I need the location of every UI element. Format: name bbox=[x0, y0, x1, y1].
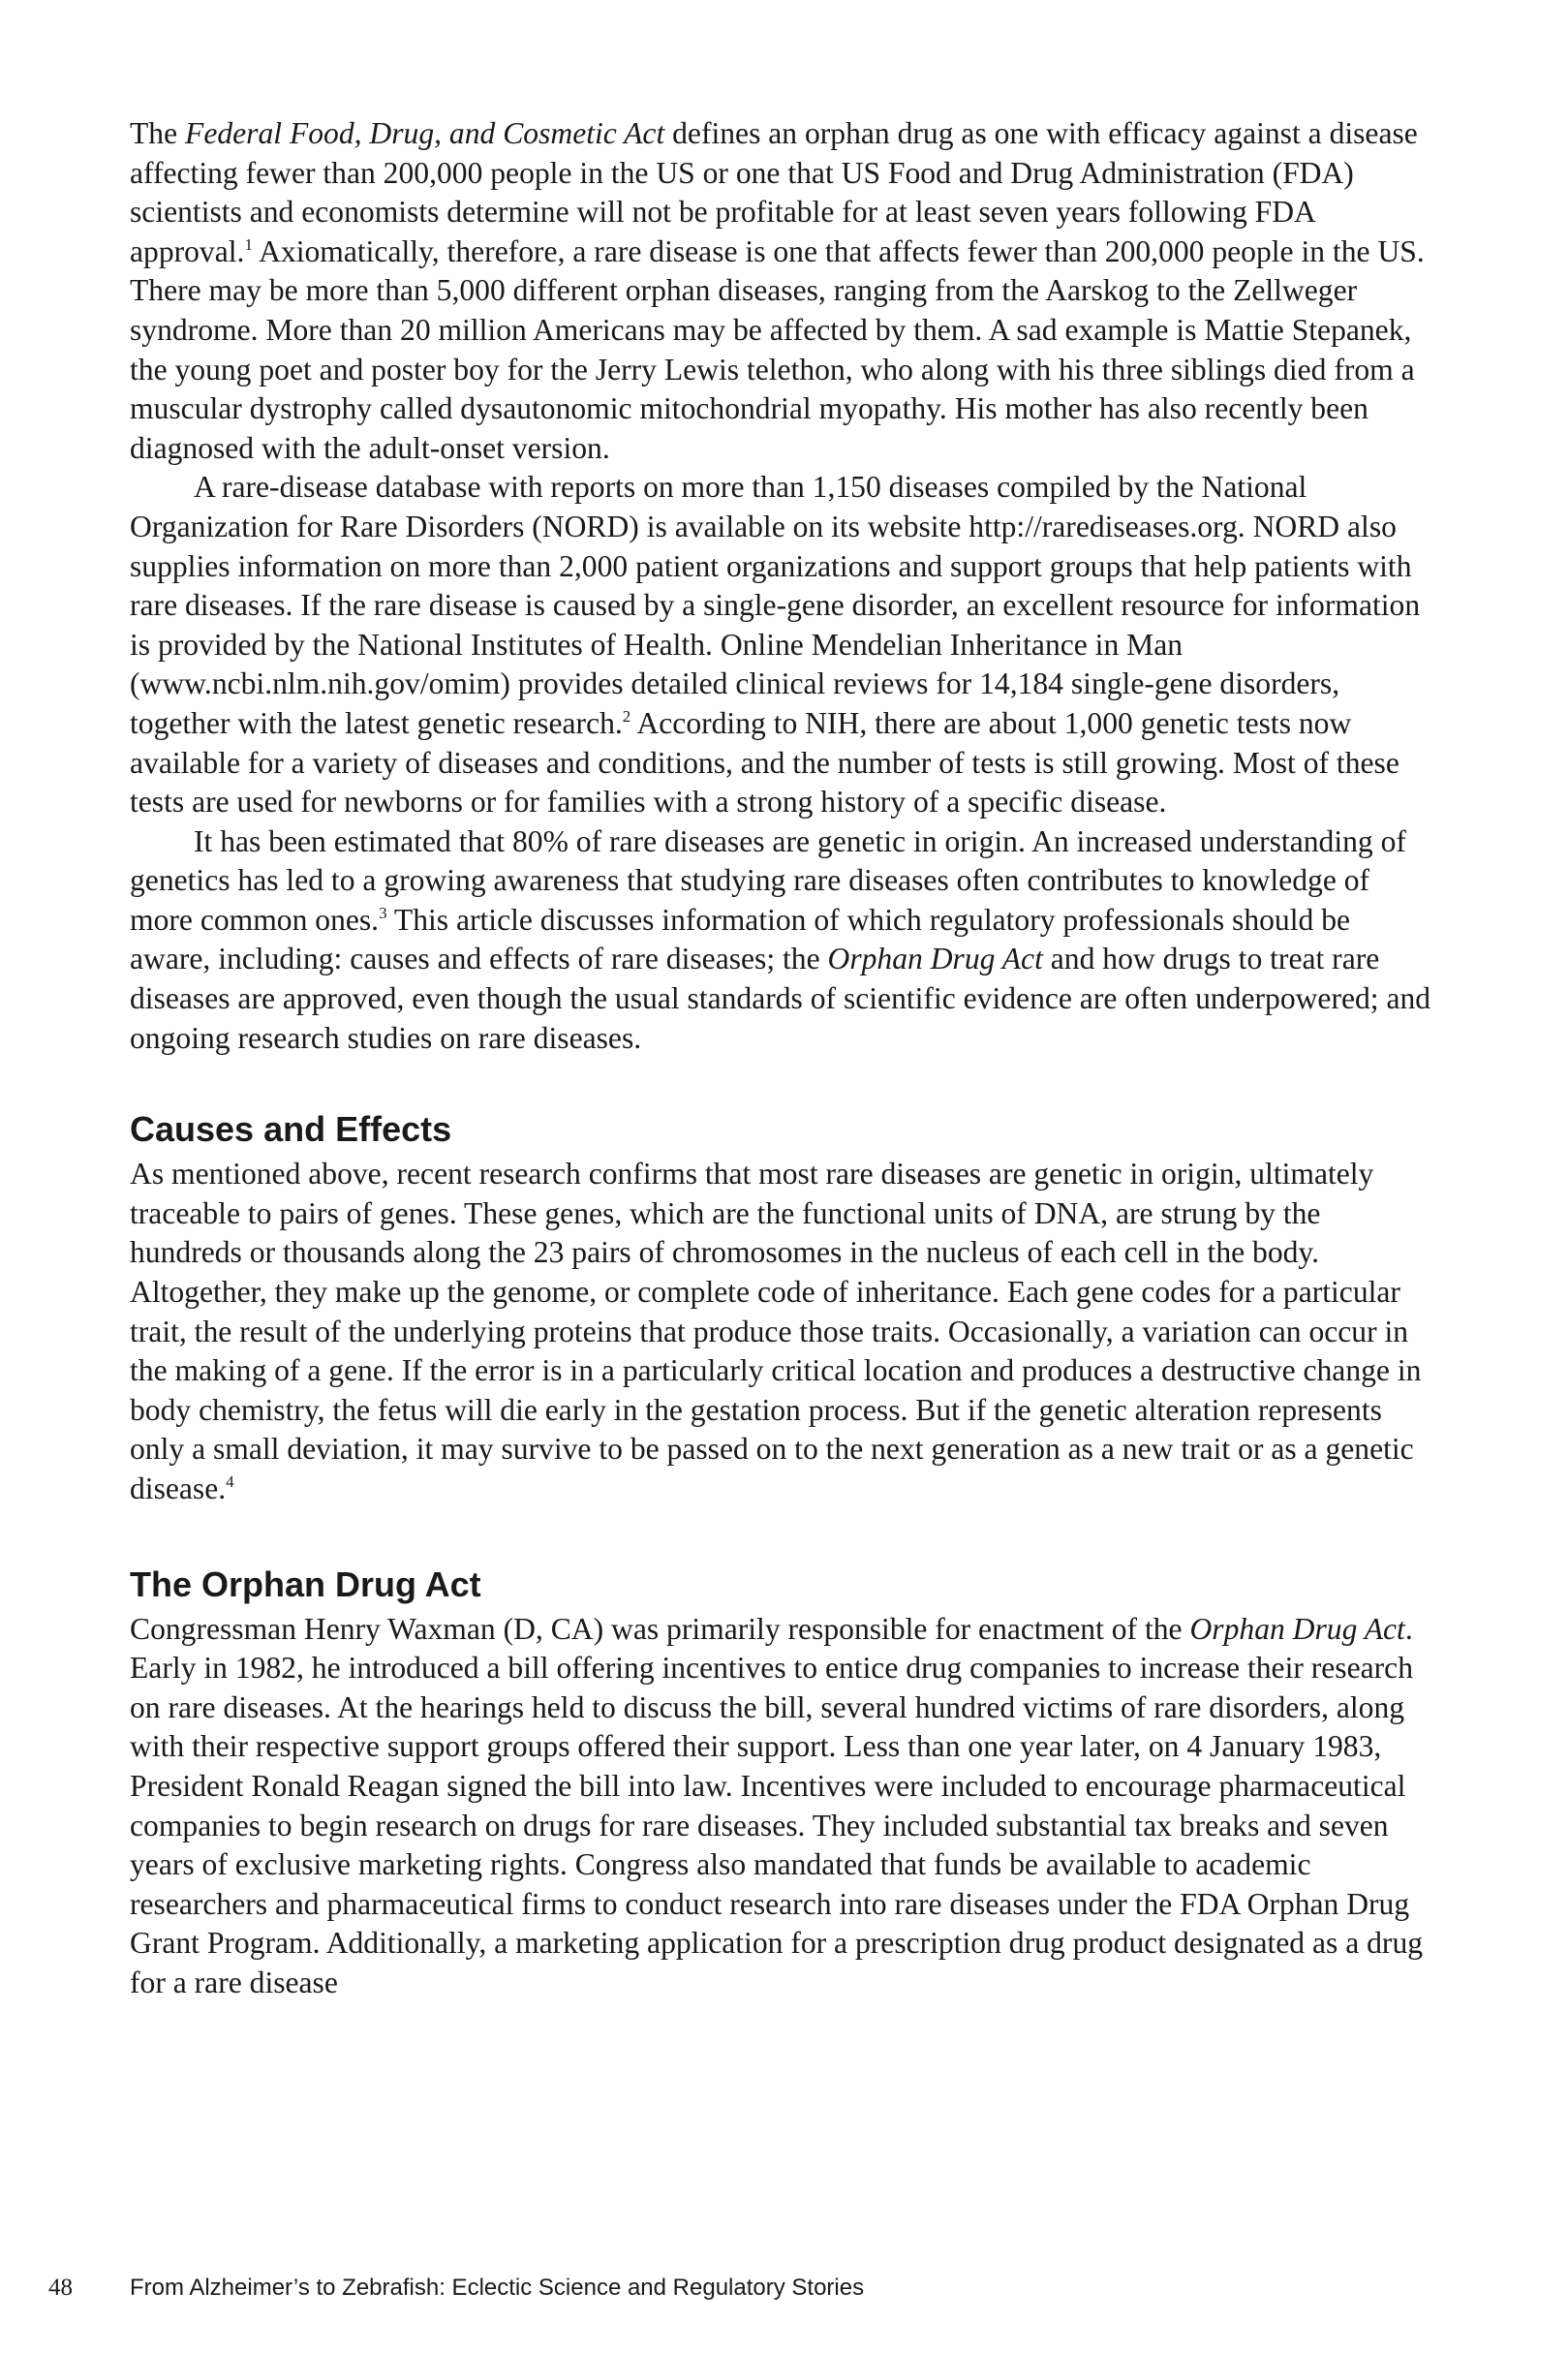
text-run: A rare-disease database with reports on more than 1,150 diseases compiled by the National Organization for Rare Disorders (NORD) is available on its website http://rarediseases.org. NORD also supplies information on more than 2,000 patient organizations and support groups that help patients with rare diseases. If the rare disease is caused by a single-gene disorder, an excellent resource for information is provided by the National Institutes of Health. Online Mendelian Inheritance in Man (www.ncbi.nlm.nih.gov/omim) provides detailed clinical reviews for 14,184 single-gene disorders, together with the latest genetic research. bbox=[130, 470, 1421, 740]
act-title: Orphan Drug Act bbox=[827, 942, 1043, 976]
text-run: The bbox=[130, 116, 186, 150]
section-heading-causes: Causes and Effects bbox=[130, 1109, 452, 1150]
page-body bbox=[130, 114, 1437, 2003]
footnote-ref[interactable]: 4 bbox=[226, 1472, 234, 1491]
intro-paragraph-3 bbox=[130, 822, 1437, 1059]
section-heading-orphan-drug-act: The Orphan Drug Act bbox=[130, 1564, 481, 1604]
footnote-ref[interactable]: 2 bbox=[622, 706, 631, 726]
running-title: From Alzheimer’s to Zebrafish: Eclectic Science and Regulatory Stories bbox=[130, 2275, 865, 2301]
act-title: Federal Food, Drug, and Cosmetic Act bbox=[185, 116, 665, 150]
footnote-ref[interactable]: 1 bbox=[244, 234, 253, 254]
text-run: As mentioned above, recent research confirms that most rare diseases are genetic in origin, ultimately traceable to pairs of genes. These genes, which are the functional units of DNA, are strung by the hundreds or thousands along the 23 pairs of chromosomes in the nucleus of each cell in the body. Altogether, they make up the genome, or complete code of inheritance. Each gene codes for a particular trait, the result of the underlying proteins that produce those traits. Occasionally, a variation can occur in the making of a gene. If the error is in a particularly critical location and produces a destructive change in body chemistry, the fetus will die early in the gestation process. But if the genetic alteration represents only a small deviation, it may survive to be passed on to the next generation as a new trait or as a genetic disease. bbox=[130, 1157, 1422, 1505]
intro-paragraph-2 bbox=[130, 468, 1437, 821]
text-run: According to NIH, there are about 1,000 genetic tests now available for a variety of diseases and conditions, and the number of tests is still growing. Most of these tests are used for newborns or for families with a strong history of a specific disease. bbox=[130, 705, 1399, 820]
page-number: 48 bbox=[48, 2275, 73, 2301]
intro-paragraph-1 bbox=[130, 114, 1437, 468]
text-run: This article discusses information of which regulatory professionals should be aware, including: causes and effects of rare diseases; the bbox=[130, 902, 1351, 976]
text-run: It has been estimated that 80% of rare diseases are genetic in origin. An increased understanding of genetics has led to a growing awareness that studying rare diseases often contributes to knowledge of more common ones. bbox=[130, 823, 1406, 937]
causes-paragraph-1 bbox=[130, 1155, 1437, 1508]
text-run: Congressman Henry Waxman (D, CA) was primarily responsible for enactment of the bbox=[130, 1611, 1190, 1646]
act-title: Orphan Drug Act bbox=[1189, 1611, 1405, 1646]
text-run: defines an orphan drug as one with efficacy against a disease affecting fewer than 200,000 people in the US or one that US Food and Drug Administration (FDA) scientists and economists determine will not be profitable for at least seven years following FDA approval. bbox=[130, 116, 1418, 268]
text-run: . Early in 1982, he introduced a bill offering incentives to entice drug companies to increase their research on rare diseases. At the hearings held to discuss the bill, several hundred victims of rare disorders, along with their respective support groups offered their support. Less than one year later, on 4 January 1983, President Ronald Reagan signed the bill into law. Incentives were included to encourage pharmaceutical companies to begin research on drugs for rare diseases. They included substantial tax breaks and seven years of exclusive marketing rights. Congress also mandated that funds be available to academic researchers and pharmaceutical firms to conduct research into rare diseases under the FDA Orphan Drug Grant Program. Additionally, a marketing application for a prescription drug product designated as a drug for a rare disease bbox=[130, 1611, 1424, 1999]
footnote-ref[interactable]: 3 bbox=[379, 903, 387, 922]
text-run: and how drugs to treat rare diseases are approved, even though the usual standards of scientific evidence are often underpowered; and ongoing research studies on rare diseases. bbox=[130, 942, 1431, 1055]
text-run: Axiomatically, therefore, a rare disease is one that affects fewer than 200,000 people in the US. There may be more than 5,000 different orphan diseases, ranging from the Aarskog to the Zellweger syndrome. More than 20 million Americans may be affected by them. A sad example is Mattie Stepanek, the young poet and poster boy for the Jerry Lewis telethon, who along with his three siblings died from a muscular dystrophy called dysautonomic mitochondrial myopathy. His mother has also recently been diagnosed with the adult-onset version. bbox=[130, 233, 1425, 465]
orphan-paragraph-1 bbox=[130, 1610, 1437, 2003]
